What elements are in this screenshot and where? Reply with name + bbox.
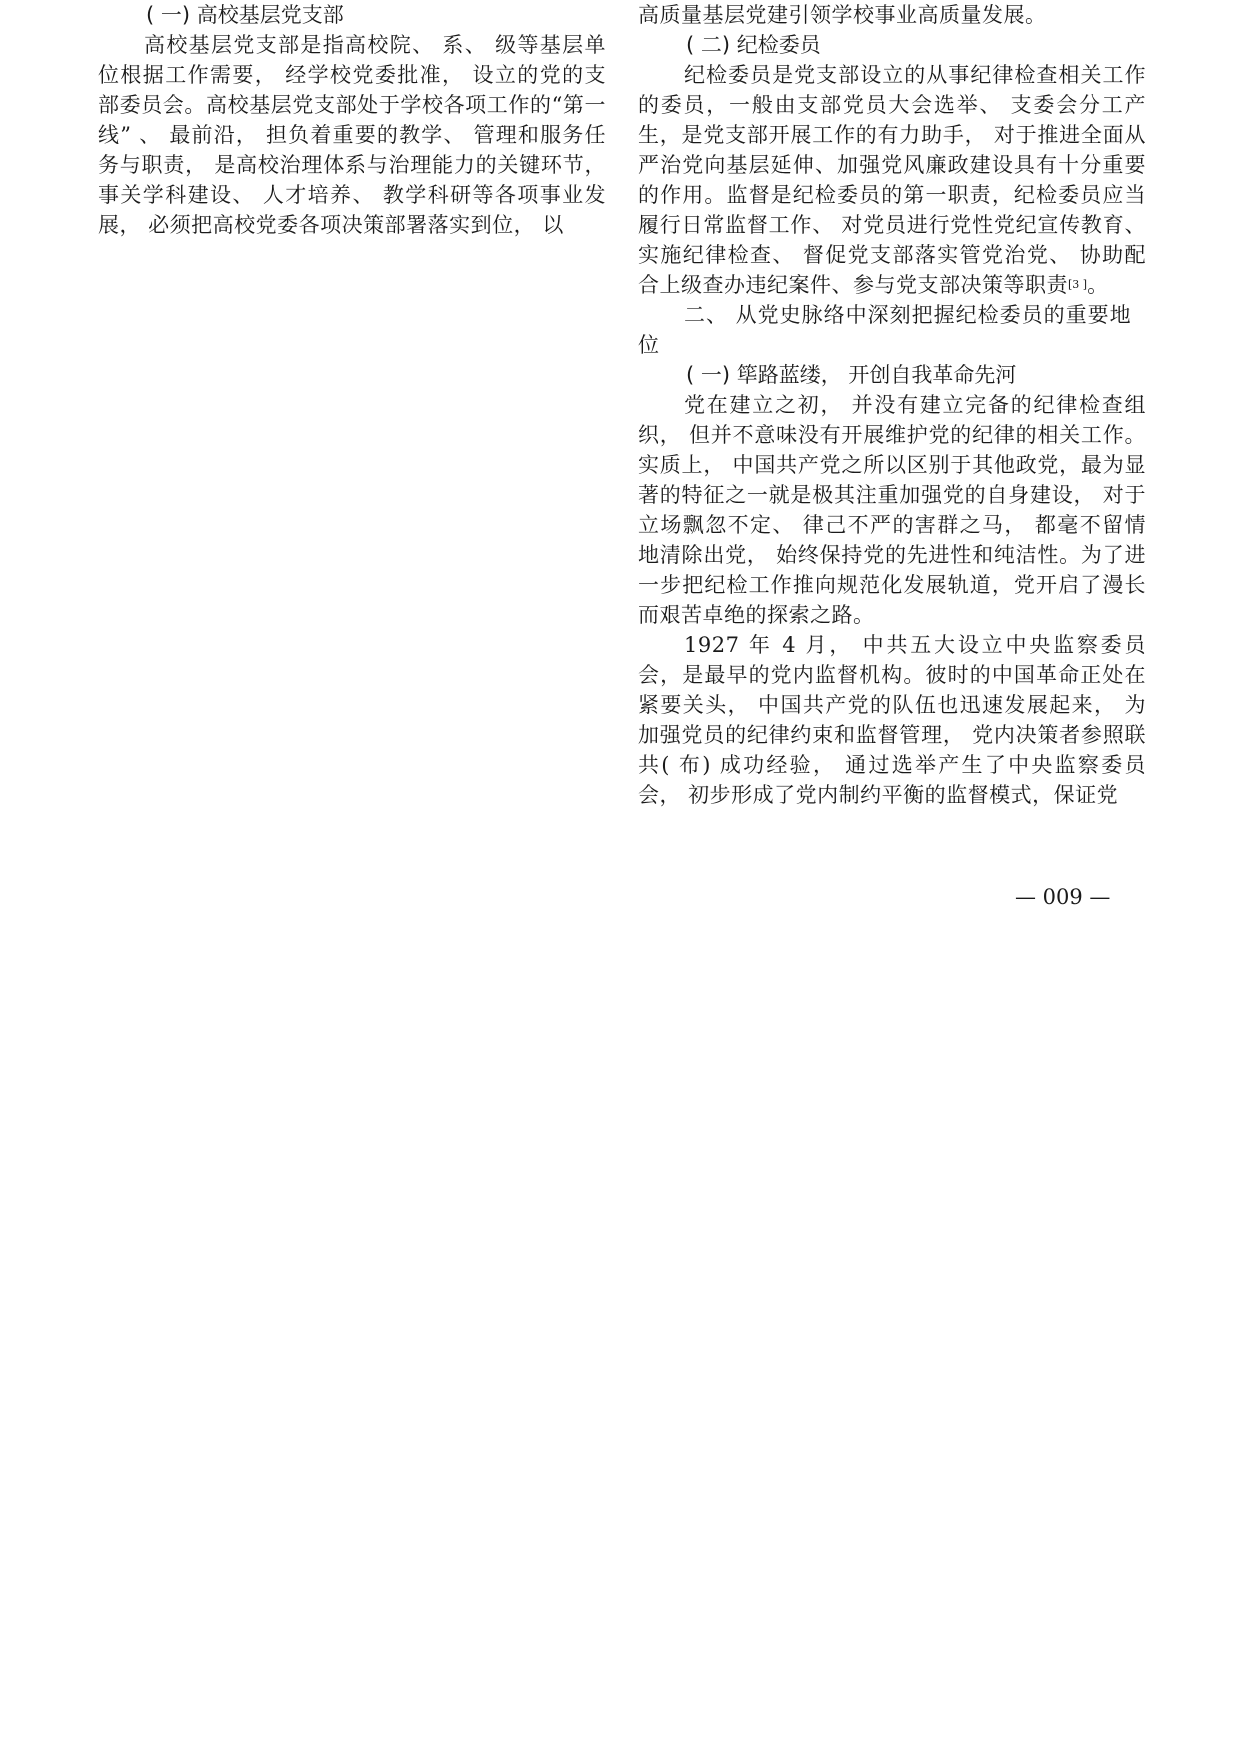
page-number: — 009 — — [1015, 885, 1111, 909]
paragraph-1927-commission: 1927 年 4 月， 中共五大设立中央监察委员会，是最早的党内监督机构。彼时的中国革命正处在紧要关头， 中国共产党的队伍也迅速发展起来， 为加强党员的纪律约束和监督管理， 党内决策者参照联共( 布) 成功经验， 通过选举产生了中央监察委员会， 初步形成了党内制约平衡的监督模式，保证党 — [638, 633, 1146, 807]
citation-ref: [3 ] — [1068, 278, 1088, 291]
left-column — [98, 0, 606, 240]
paragraph-discipline-member-text: 纪检委员是党支部设立的从事纪律检查相关工作的委员，一般由支部党员大会选举、 支委会分工产生，是党支部开展工作的有力助手， 对于推进全面从严治党向基层延伸、加强党风廉政建设具有十分重要的作用。监督是纪检委员的第一职责，纪检委员应当履行日常监督工作、 对党员进行党性党纪宣传教育、实施纪律检查、 督促党支部落实管党治党、 协助配合上级查办违纪案件、参与党支部决策等职责 — [638, 63, 1146, 297]
paragraph-party-branch: 高校基层党支部是指高校院、 系、 级等基层单位根据工作需要， 经学校党委批准， 设立的党的支部委员会。高校基层党支部处于学校各项工作的“第一线” 、 最前沿， 担负着重要的教学、 管理和服务任务与职责， 是高校治理体系与治理能力的关键环节， 事关学科建设、 人才培养、 教学科研等各项事业发展， 必须把高校党委各项决策部署落实到位， 以 — [98, 33, 606, 237]
paragraph-discipline-member — [638, 60, 1146, 300]
paragraph-early-party: 党在建立之初， 并没有建立完备的纪律检查组织， 但并不意味没有开展维护党的纪律的相关工作。实质上， 中国共产党之所以区别于其他政党，最为显著的特征之一就是极其注重加强党的自身建设， 对于立场飘忽不定、 律己不严的害群之马， 都毫不留情地清除出党， 始终保持党的先进性和纯洁性。为了进一步把纪检工作推向规范化发展轨道，党开启了漫长而艰苦卓绝的探索之路。 — [638, 393, 1146, 627]
section-heading-party-history: 二、 从党史脉络中深刻把握纪检委员的重要地位 — [638, 303, 1132, 357]
paragraph-continuation: 高质量基层党建引领学校事业高质量发展。 — [638, 3, 1047, 27]
right-column — [638, 0, 1146, 810]
subsection-heading-party-branch: ( 一) 高校基层党支部 — [146, 3, 344, 27]
subsection-heading-discipline-member: ( 二) 纪检委员 — [686, 33, 821, 57]
paragraph-end-mark: 。 — [1087, 273, 1109, 297]
subsection-heading-self-revolution: ( 一) 筚路蓝缕， 开创自我革命先河 — [686, 363, 1017, 387]
